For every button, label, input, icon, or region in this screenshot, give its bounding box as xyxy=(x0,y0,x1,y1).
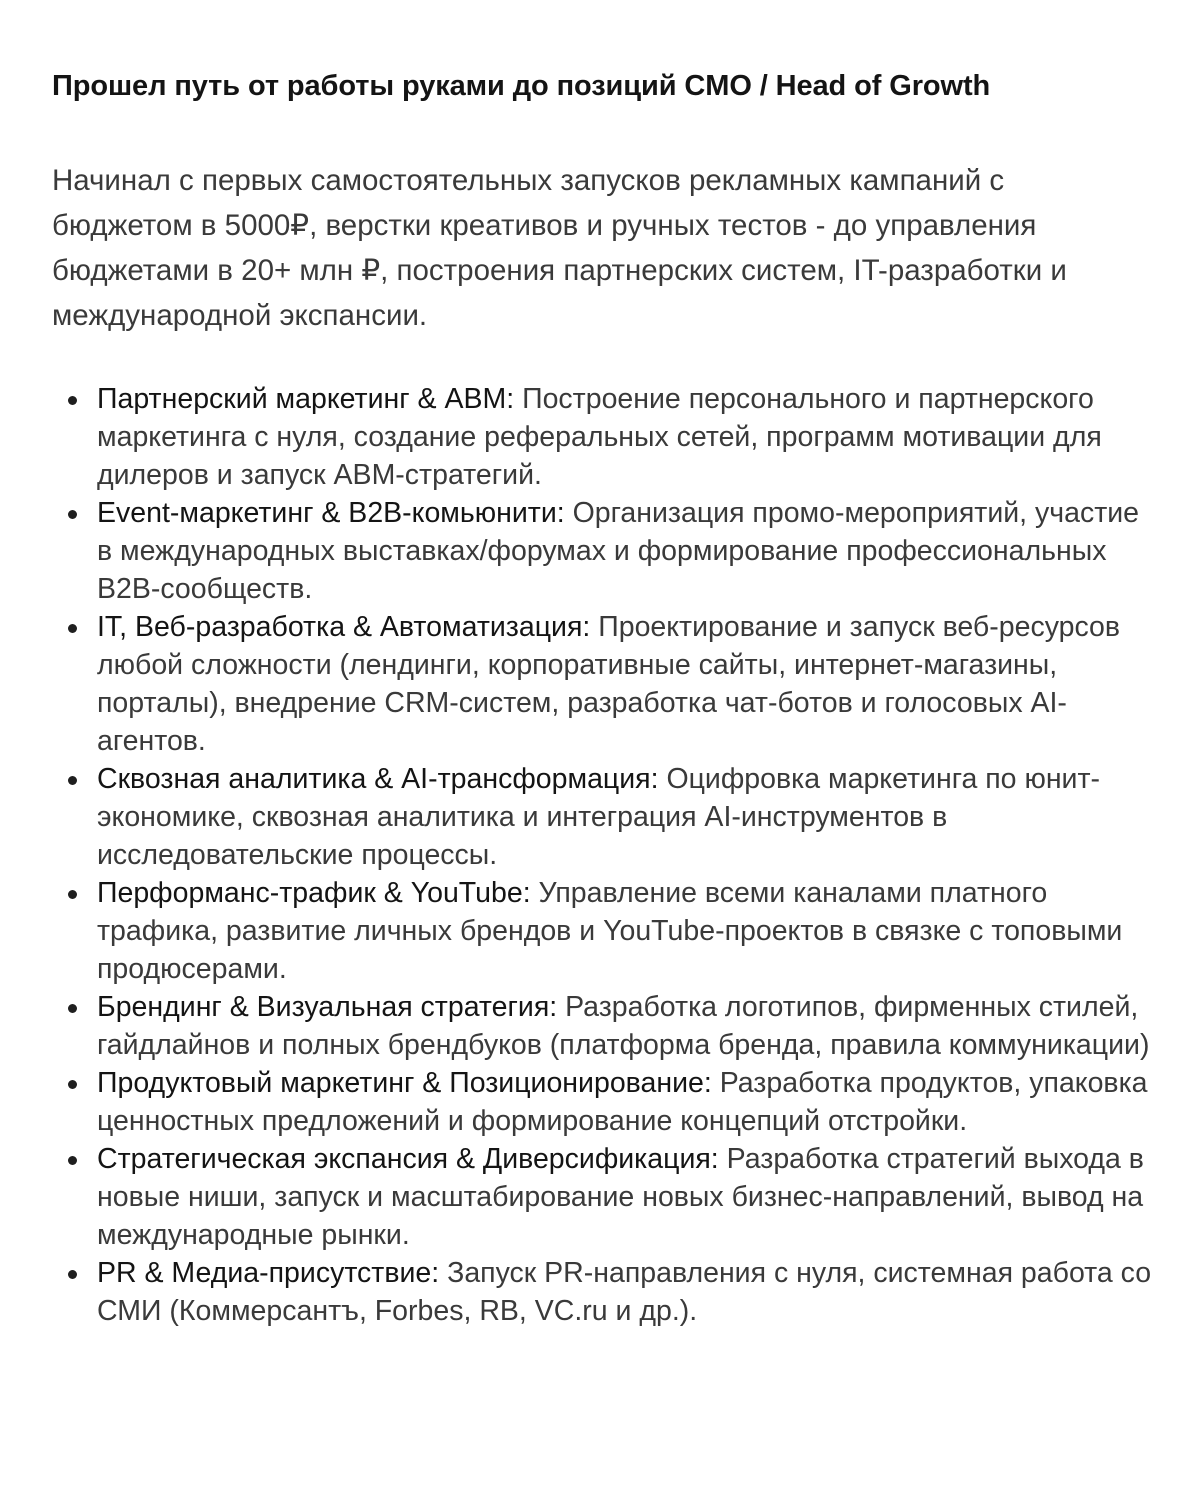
bullet-icon xyxy=(68,1156,77,1165)
skill-description: Оцифровка маркетинга по юнит-экономике, сквозная аналитика и интеграция AI-инструментов в исследовательские процессы. xyxy=(97,763,1101,871)
skill-title: Event-маркетинг & B2B-комьюнити: xyxy=(97,497,565,529)
skill-title: Стратегическая экспансия & Диверсификация: xyxy=(97,1143,719,1175)
list-item xyxy=(52,1140,1162,1254)
list-item xyxy=(52,380,1162,494)
skill-description: Разработка стратегий выхода в новые ниши, запуск и масштабирование новых бизнес-направлений, вывод на международные рынки. xyxy=(97,1143,1144,1251)
bullet-icon xyxy=(68,1270,77,1279)
skill-title: Перформанс-трафик & YouTube: xyxy=(97,877,531,909)
list-item xyxy=(52,760,1162,874)
skill-description: Управление всеми каналами платного трафика, развитие личных брендов и YouTube-проектов в связке с топовыми продюсерами. xyxy=(97,877,1123,985)
skill-description: Запуск PR-направления с нуля, системная работа со СМИ (Коммерсантъ, Forbes, RB, VC.ru и др.). xyxy=(97,1257,1152,1327)
bullet-icon xyxy=(68,510,77,519)
skill-title: Сквозная аналитика & AI-трансформация: xyxy=(97,763,659,795)
skill-description: Построение персонального и партнерского маркетинга с нуля, создание реферальных сетей, программ мотивации для дилеров и запуск ABM-стратегий. xyxy=(97,383,1102,491)
list-item xyxy=(52,1064,1162,1140)
skill-title: Партнерский маркетинг & ABM: xyxy=(97,383,515,415)
bullet-icon xyxy=(68,776,77,785)
list-item xyxy=(52,1254,1162,1330)
bullet-icon xyxy=(68,1004,77,1013)
list-item xyxy=(52,988,1162,1064)
bullet-icon xyxy=(68,1080,77,1089)
bullet-icon xyxy=(68,624,77,633)
skill-description: Разработка продуктов, упаковка ценностных предложений и формирование концепций отстройки. xyxy=(97,1067,1148,1137)
skill-title: PR & Медиа-присутствие: xyxy=(97,1257,440,1289)
list-item xyxy=(52,494,1162,608)
skill-title: Брендинг & Визуальная стратегия: xyxy=(97,991,558,1023)
skill-title: Продуктовый маркетинг & Позиционирование: xyxy=(97,1067,712,1099)
skills-list xyxy=(52,380,1162,1330)
list-item xyxy=(52,874,1162,988)
bullet-icon xyxy=(68,396,77,405)
skill-description: Разработка логотипов, фирменных стилей, гайдлайнов и полных брендбуков (платформа бренда, правила коммуникации) xyxy=(97,991,1150,1061)
skill-description: Проектирование и запуск веб-ресурсов любой сложности (лендинги, корпоративные сайты, интернет-магазины, порталы), внедрение CRM-систем, разработка чат-ботов и голосовых AI-агентов. xyxy=(97,611,1121,757)
skill-title: IT, Веб-разработка & Автоматизация: xyxy=(97,611,591,643)
skill-description: Организация промо-мероприятий, участие в международных выставках/форумах и формирование профессиональных B2B-сообществ. xyxy=(97,497,1140,605)
page-title: Прошел путь от работы руками до позиций CMO / Head of Growth xyxy=(52,70,991,102)
intro-paragraph: Начинал с первых самостоятельных запусков рекламных кампаний с бюджетом в 5000₽, верстки креативов и ручных тестов - до управления бюджетами в 20+ млн ₽, построения партнерских систем, IT-разработки и международной экспансии. xyxy=(52,164,1067,332)
bullet-icon xyxy=(68,890,77,899)
list-item xyxy=(52,608,1162,760)
